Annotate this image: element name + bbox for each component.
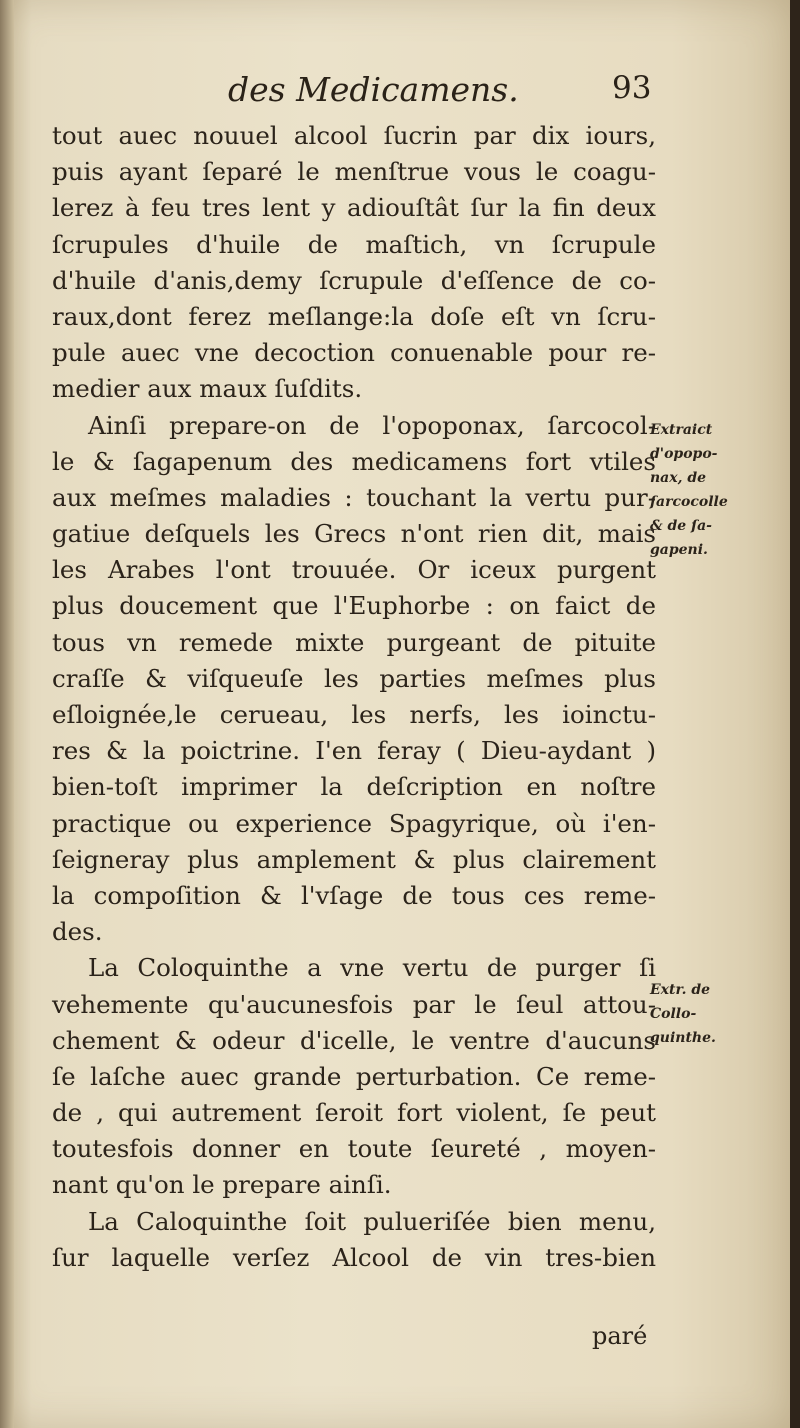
text-line: la compoſition & l'vſage de tous ces reme- [52, 880, 656, 910]
text-line: craſſe & viſqueuſe les parties meſmes plus [52, 663, 656, 693]
margin-note-line: d'opopo- [650, 446, 718, 462]
paragraph-3 [52, 950, 656, 1203]
text-line: nant qu'on le prepare ainſi. [52, 1170, 392, 1200]
text-line: tous vn remede mixte purgeant de pituite [52, 627, 656, 657]
text-line: les Arabes l'ont trouuée. Or iceux purgent [52, 555, 656, 585]
catchword: paré [592, 1322, 648, 1350]
margin-note-line: quinthe. [650, 1030, 716, 1046]
text-line: plus doucement que l'Euphorbe : on faict de [52, 591, 656, 621]
text-line: practique ou experience Spagyrique, où i'en- [52, 808, 656, 838]
page-edge [790, 0, 800, 1428]
margin-note-line: Extr. de [650, 982, 711, 998]
text-line: eſloignée,le cerueau, les nerfs, les ioinctu- [52, 700, 656, 729]
text-line: tout auec nouuel alcool ſucrin par dix iours, [52, 121, 656, 150]
margin-note-extract-opoponax [650, 418, 770, 562]
margin-note-extract-colloquinthe [650, 978, 770, 1050]
body-text [52, 118, 656, 1276]
margin-note-line: nax, de [650, 470, 707, 486]
page-gutter [0, 0, 14, 1428]
text-line: La Coloquinthe a vne vertu de purger ſi [88, 953, 656, 983]
text-line: La Caloquinthe ſoit puluеriſée bien menu, [88, 1206, 656, 1236]
text-line: res & la poictrine. I'en feray ( Dieu-aydant ) [52, 736, 656, 766]
margin-note-line: Collo- [650, 1006, 697, 1022]
page-number: 93 [612, 70, 652, 106]
margin-note-line: Extraict [650, 422, 713, 438]
text-line: ſeigneray plus amplement & plus clairement [52, 844, 656, 874]
text-line: ſe laſche auec grande perturbation. Ce reme- [52, 1061, 656, 1091]
text-line: de , qui autrement ſeroit fort violent, ſe peut [52, 1098, 656, 1128]
margin-note-line: ſarcocolle [650, 494, 728, 510]
text-line: puis ayant ſeparé le menſtrue vous le coagu- [52, 157, 656, 187]
paragraph-4 [52, 1204, 656, 1276]
text-line: Ainſi prepare-on de l'opoponax, ſarcocol- [88, 410, 656, 440]
margin-note-line: & de ſa- [650, 518, 712, 534]
text-line: bien-toſt imprimer la deſcription en noſtre [52, 772, 656, 802]
paragraph-2 [52, 408, 656, 951]
text-line: des. [52, 917, 103, 947]
text-line: pule auec vne decoction conuenable pour re- [52, 338, 656, 368]
text-line: medier aux maux ſuſdits. [52, 374, 363, 404]
text-line: aux meſmes maladies : touchant la vertu pur- [52, 482, 656, 512]
text-line: d'huile d'anis,demy ſcrupule d'eſſence de co- [52, 265, 656, 295]
text-line: gatiue deſquels les Grecs n'ont rien dit, mais [52, 519, 656, 549]
text-line: le & ſagapenum des medicamens fort vtiles [52, 446, 656, 476]
running-title: des Medicamens. [228, 70, 519, 109]
text-line: lerez à feu tres lent y adiouſtât ſur la fin deux [52, 193, 656, 223]
text-line: ſcrupules d'huile de maſtich, vn ſcrupule [52, 229, 656, 259]
text-line: ſur laquelle verſez Alcool de vin tres-bien [52, 1242, 656, 1272]
margin-note-line: gapeni. [650, 542, 708, 558]
text-line: chement & odeur d'icelle, le ventre d'aucuns [52, 1025, 656, 1055]
paragraph-1 [52, 118, 656, 408]
text-line: vehemente qu'aucunesfois par le ſeul attou- [52, 989, 656, 1019]
text-line: raux,dont ferez meſlange:la doſe eſt vn ſcru- [52, 301, 656, 331]
text-line: toutesfois donner en toute ſeureté , moyen- [52, 1134, 656, 1164]
